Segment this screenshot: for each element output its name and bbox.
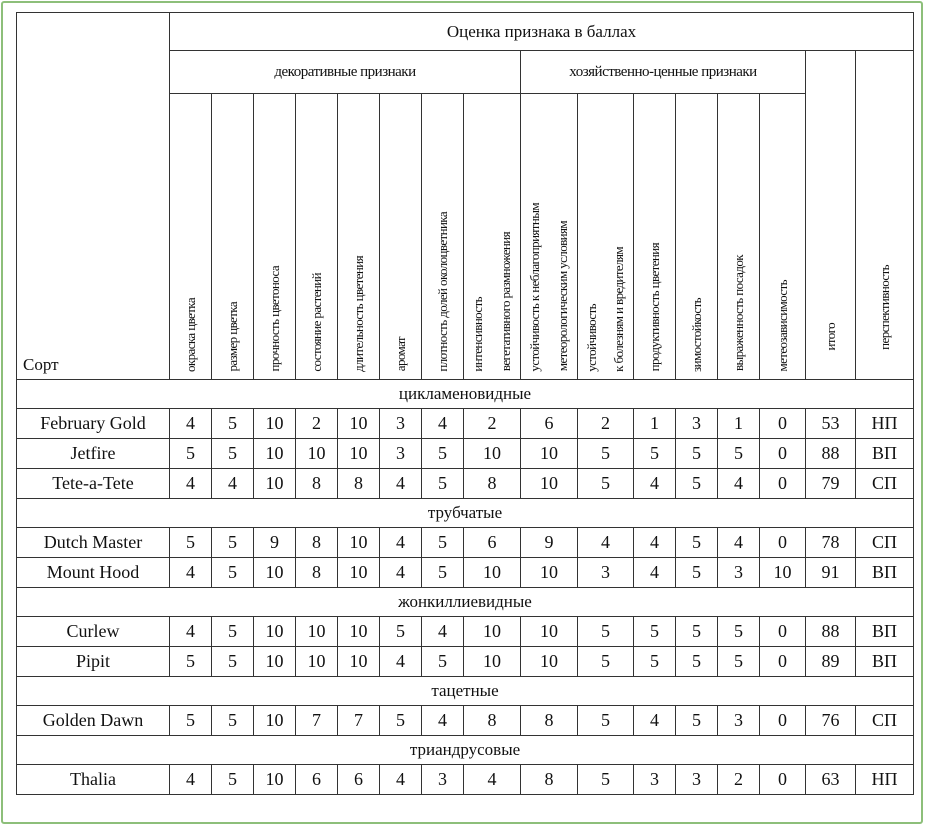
score-cell: НП xyxy=(856,765,914,795)
group-label: тацетные xyxy=(17,677,914,706)
score-cell: 4 xyxy=(170,558,212,588)
score-cell: 10 xyxy=(464,439,521,469)
assessment-table xyxy=(16,12,914,795)
score-cell: 7 xyxy=(338,706,380,736)
sort-header: Сорт xyxy=(17,13,170,380)
score-cell: 10 xyxy=(521,439,578,469)
table-row xyxy=(17,409,914,439)
col-header-line: метеорологическим условиям xyxy=(555,221,570,372)
score-cell: 4 xyxy=(634,528,676,558)
col-header-line: к болезням и вредителям xyxy=(611,246,627,372)
score-cell: 4 xyxy=(212,469,254,499)
col-header-13 xyxy=(718,94,760,380)
score-cell: 5 xyxy=(578,765,634,795)
score-cell: 5 xyxy=(170,528,212,558)
group-row xyxy=(17,736,914,765)
score-cell: 3 xyxy=(718,706,760,736)
score-cell: 2 xyxy=(718,765,760,795)
score-cell: 3 xyxy=(718,558,760,588)
score-cell: ВП xyxy=(856,647,914,677)
col-header-label: метеозависимость xyxy=(774,279,790,372)
score-cell: 5 xyxy=(578,647,634,677)
table-body xyxy=(17,380,914,795)
decor-group-header: декоративные признаки xyxy=(170,51,521,94)
col-header-10 xyxy=(578,94,634,380)
col-header-label: зимостойкость xyxy=(688,297,704,372)
score-cell: 5 xyxy=(212,765,254,795)
score-cell: 4 xyxy=(464,765,521,795)
col-header-14 xyxy=(760,94,806,380)
score-cell: 5 xyxy=(212,528,254,558)
col-header-label: выраженность посадок xyxy=(730,255,746,372)
score-cell: 8 xyxy=(296,469,338,499)
score-cell: 10 xyxy=(254,409,296,439)
score-cell: 78 xyxy=(806,528,856,558)
col-header-8 xyxy=(464,94,521,380)
score-cell: 10 xyxy=(464,647,521,677)
col-header-5 xyxy=(338,94,380,380)
score-cell: 4 xyxy=(380,765,422,795)
col-header-1 xyxy=(170,94,212,380)
score-cell: 10 xyxy=(464,617,521,647)
score-cell: 53 xyxy=(806,409,856,439)
score-cell: 4 xyxy=(170,765,212,795)
score-cell: 10 xyxy=(254,706,296,736)
group-label: жонкиллиевидные xyxy=(17,588,914,617)
score-cell: 5 xyxy=(212,439,254,469)
score-cell: 10 xyxy=(296,617,338,647)
econ-group-header: хозяйственно-ценные признаки xyxy=(521,51,806,94)
score-cell: 88 xyxy=(806,617,856,647)
score-cell: 5 xyxy=(422,558,464,588)
table-row xyxy=(17,617,914,647)
score-cell: 1 xyxy=(718,409,760,439)
score-cell: ВП xyxy=(856,439,914,469)
col-header-label: прочность цветоноса xyxy=(266,266,282,372)
score-cell: 10 xyxy=(464,558,521,588)
group-label: цикламеновидные xyxy=(17,380,914,409)
score-cell: 10 xyxy=(338,409,380,439)
score-cell: 0 xyxy=(760,706,806,736)
score-cell: 5 xyxy=(380,617,422,647)
col-header-label: состояние растений xyxy=(308,272,324,372)
score-cell: 5 xyxy=(422,469,464,499)
score-cell: 3 xyxy=(422,765,464,795)
score-cell: 5 xyxy=(578,469,634,499)
group-row xyxy=(17,380,914,409)
score-cell: 4 xyxy=(380,558,422,588)
group-label: триандрусовые xyxy=(17,736,914,765)
score-cell: 4 xyxy=(380,528,422,558)
score-cell: 5 xyxy=(170,439,212,469)
score-cell: 79 xyxy=(806,469,856,499)
score-cell: 91 xyxy=(806,558,856,588)
col-header-line: вегетативного размножения xyxy=(498,232,513,372)
score-cell: 10 xyxy=(296,439,338,469)
score-cell: 4 xyxy=(422,617,464,647)
score-cell: 0 xyxy=(760,617,806,647)
score-cell: СП xyxy=(856,469,914,499)
col-header-label: аромат xyxy=(392,337,408,372)
score-cell: 10 xyxy=(760,558,806,588)
score-cell: 5 xyxy=(422,647,464,677)
table-row xyxy=(17,469,914,499)
col-header-4 xyxy=(296,94,338,380)
variety-name: Thalia xyxy=(17,765,170,795)
score-cell: 4 xyxy=(718,469,760,499)
score-cell: 6 xyxy=(296,765,338,795)
col-header-label: окраска цветка xyxy=(182,297,198,372)
score-cell: 4 xyxy=(422,409,464,439)
score-cell: 0 xyxy=(760,528,806,558)
score-cell: 6 xyxy=(521,409,578,439)
col-header-line: интенсивность xyxy=(470,296,485,372)
score-cell: 10 xyxy=(338,647,380,677)
score-cell: 5 xyxy=(170,706,212,736)
score-cell: 7 xyxy=(296,706,338,736)
score-cell: 4 xyxy=(634,469,676,499)
score-cell: СП xyxy=(856,706,914,736)
score-cell: 10 xyxy=(338,558,380,588)
score-cell: 5 xyxy=(676,617,718,647)
variety-name: Pipit xyxy=(17,647,170,677)
score-cell: 5 xyxy=(676,469,718,499)
table-row xyxy=(17,528,914,558)
score-cell: 2 xyxy=(578,409,634,439)
variety-name: Golden Dawn xyxy=(17,706,170,736)
col-header-label: плотность долей околоцветника xyxy=(434,211,450,372)
col-header-total: итого xyxy=(806,51,856,380)
score-cell: 8 xyxy=(464,706,521,736)
variety-name: Jetfire xyxy=(17,439,170,469)
score-cell: 5 xyxy=(718,647,760,677)
score-cell: 3 xyxy=(634,765,676,795)
score-cell: 4 xyxy=(422,706,464,736)
group-row xyxy=(17,677,914,706)
group-row xyxy=(17,588,914,617)
score-cell: 5 xyxy=(718,617,760,647)
table-row xyxy=(17,765,914,795)
score-cell: 10 xyxy=(296,647,338,677)
col-header-6 xyxy=(380,94,422,380)
table-row xyxy=(17,706,914,736)
col-header-line: устойчивость xyxy=(583,303,599,372)
score-cell: СП xyxy=(856,528,914,558)
score-cell: 5 xyxy=(212,617,254,647)
score-cell: 4 xyxy=(380,647,422,677)
score-cell: 0 xyxy=(760,765,806,795)
score-cell: 5 xyxy=(212,558,254,588)
score-cell: 2 xyxy=(296,409,338,439)
score-cell: НП xyxy=(856,409,914,439)
score-cell: 1 xyxy=(634,409,676,439)
score-cell: 10 xyxy=(521,558,578,588)
score-cell: 5 xyxy=(676,558,718,588)
score-cell: 8 xyxy=(521,706,578,736)
variety-name: Mount Hood xyxy=(17,558,170,588)
score-cell: 4 xyxy=(634,706,676,736)
score-cell: ВП xyxy=(856,617,914,647)
group-label: трубчатые xyxy=(17,499,914,528)
score-cell: 2 xyxy=(464,409,521,439)
score-cell: 5 xyxy=(380,706,422,736)
variety-name: Curlew xyxy=(17,617,170,647)
score-cell: 4 xyxy=(718,528,760,558)
score-cell: 89 xyxy=(806,647,856,677)
score-cell: 63 xyxy=(806,765,856,795)
score-cell: 4 xyxy=(170,469,212,499)
score-cell: 9 xyxy=(521,528,578,558)
score-cell: 3 xyxy=(380,439,422,469)
col-header-12 xyxy=(676,94,718,380)
score-cell: 10 xyxy=(254,439,296,469)
score-cell: 5 xyxy=(578,617,634,647)
score-cell: 5 xyxy=(578,439,634,469)
score-cell: 0 xyxy=(760,647,806,677)
score-cell: 0 xyxy=(760,409,806,439)
score-cell: 3 xyxy=(676,765,718,795)
score-cell: 4 xyxy=(578,528,634,558)
score-cell: 5 xyxy=(634,647,676,677)
col-header-label: длительность цветения xyxy=(350,255,366,372)
score-cell: 10 xyxy=(521,469,578,499)
score-cell: 5 xyxy=(212,706,254,736)
score-cell: 5 xyxy=(676,706,718,736)
score-cell: 9 xyxy=(254,528,296,558)
score-cell: 8 xyxy=(296,528,338,558)
score-cell: 3 xyxy=(578,558,634,588)
col-header-label: размер цветка xyxy=(224,301,240,372)
score-cell: 10 xyxy=(254,558,296,588)
score-cell: 10 xyxy=(521,647,578,677)
score-cell: 8 xyxy=(464,469,521,499)
group-row xyxy=(17,499,914,528)
score-cell: 6 xyxy=(338,765,380,795)
score-cell: 5 xyxy=(718,439,760,469)
col-header-label: продуктивность цветения xyxy=(646,243,662,372)
col-header-11 xyxy=(634,94,676,380)
score-cell: 5 xyxy=(212,647,254,677)
score-cell: 5 xyxy=(676,647,718,677)
variety-name: Dutch Master xyxy=(17,528,170,558)
table-row xyxy=(17,439,914,469)
score-cell: 5 xyxy=(170,647,212,677)
top-header: Оценка признака в баллах xyxy=(170,13,914,51)
score-cell: 4 xyxy=(170,617,212,647)
score-cell: 0 xyxy=(760,439,806,469)
col-header-2 xyxy=(212,94,254,380)
score-cell: 5 xyxy=(422,528,464,558)
col-header-7 xyxy=(422,94,464,380)
score-cell: 5 xyxy=(634,617,676,647)
score-cell: 76 xyxy=(806,706,856,736)
variety-name: Tete-a-Tete xyxy=(17,469,170,499)
variety-name: February Gold xyxy=(17,409,170,439)
score-cell: 3 xyxy=(380,409,422,439)
table-row xyxy=(17,558,914,588)
col-header-9 xyxy=(521,94,578,380)
score-cell: 10 xyxy=(338,528,380,558)
col-header-3 xyxy=(254,94,296,380)
score-cell: 5 xyxy=(634,439,676,469)
score-cell: ВП xyxy=(856,558,914,588)
col-header-line: устойчивость к неблагоприятным xyxy=(527,202,542,372)
table-row xyxy=(17,647,914,677)
score-cell: 88 xyxy=(806,439,856,469)
score-cell: 10 xyxy=(254,617,296,647)
score-cell: 8 xyxy=(296,558,338,588)
score-cell: 0 xyxy=(760,469,806,499)
score-cell: 10 xyxy=(254,469,296,499)
score-cell: 4 xyxy=(170,409,212,439)
score-cell: 5 xyxy=(578,706,634,736)
score-cell: 8 xyxy=(521,765,578,795)
col-header-prospect: перспективность xyxy=(856,51,914,380)
score-cell: 4 xyxy=(634,558,676,588)
score-cell: 10 xyxy=(254,647,296,677)
score-cell: 4 xyxy=(380,469,422,499)
score-cell: 5 xyxy=(676,528,718,558)
score-cell: 3 xyxy=(676,409,718,439)
score-cell: 10 xyxy=(521,617,578,647)
score-cell: 10 xyxy=(338,617,380,647)
score-cell: 6 xyxy=(464,528,521,558)
score-cell: 5 xyxy=(676,439,718,469)
score-cell: 5 xyxy=(422,439,464,469)
score-cell: 10 xyxy=(338,439,380,469)
score-cell: 10 xyxy=(254,765,296,795)
score-cell: 8 xyxy=(338,469,380,499)
score-cell: 5 xyxy=(212,409,254,439)
